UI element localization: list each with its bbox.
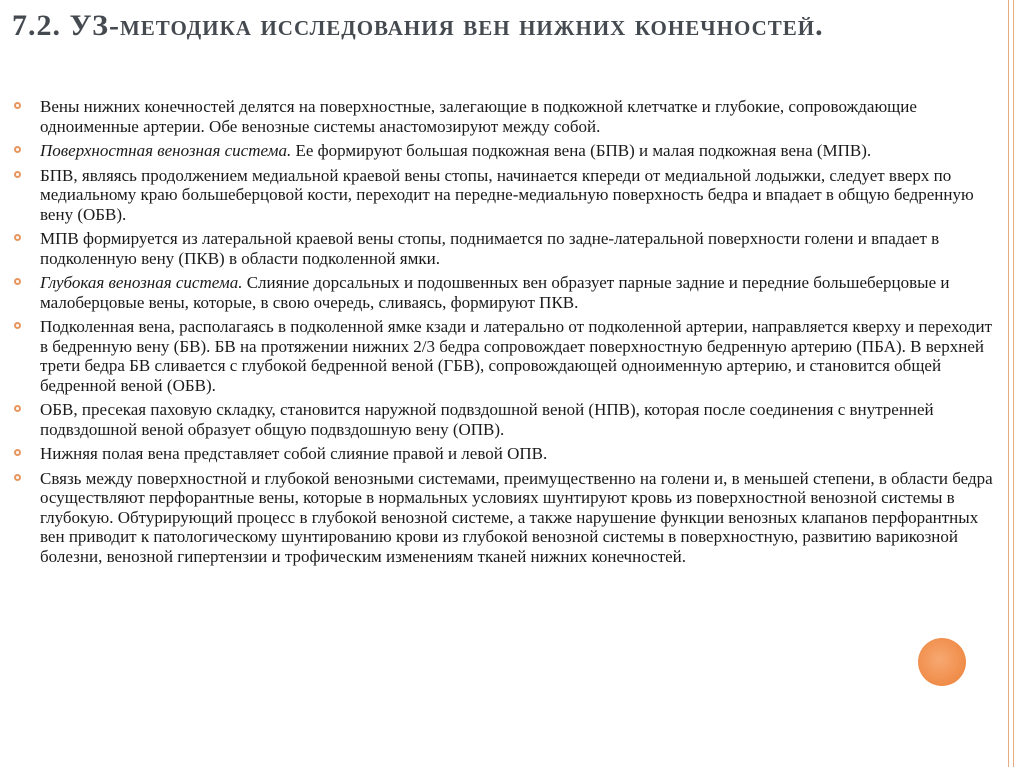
bullet-text: Подколенная вена, располагаясь в подколенной ямке кзади и латерально от подколенной артерии, направляется кверху и переходит в бедренную вену (БВ). БВ на протяжении нижних 2/3 бедра сопровождает поверхностную бедренную артерию (ПБА). В верхней трети бедра БВ сливается с глубокой бедренной веной (ГБВ), сопровождающей одноименную артерию, и становится общей бедренной веной (ОБВ). [40, 317, 993, 395]
bullet-text: Слияние дорсальных и подошвенных вен образует парные задние и передние большеберцовые и малоберцовые вены, которые, в свою очередь, сливаясь, формируют ПКВ. [40, 273, 950, 312]
bullet-text: ОБВ, пресекая паховую складку, становится наружной подвздошной веной (НПВ), которая после соединения с внутренней подвздошной веной образует общую подвздошную вену (ОПВ). [40, 400, 934, 439]
bullet-item [12, 400, 1004, 439]
bullet-item [12, 273, 1004, 312]
bullet-italic-lead: Поверхностная венозная система. [40, 141, 292, 160]
bullet-item [12, 444, 1004, 464]
bullet-circle-icon [14, 322, 21, 329]
bullet-circle-icon [14, 474, 21, 481]
bullet-item [12, 166, 1004, 225]
bullet-text: Вены нижних конечностей делятся на поверхностные, залегающие в подкожной клетчатке и глубокие, сопровождающие одноименные артерии. Обе венозные системы анастомозируют между собой. [40, 97, 917, 136]
bullet-text: МПВ формируется из латеральной краевой вены стопы, поднимается по задне-латеральной поверхности голени и впадает в подколенную вену (ПКВ) в области подколенной ямки. [40, 229, 940, 268]
bullet-item [12, 229, 1004, 268]
bullet-circle-icon [14, 449, 21, 456]
bullet-text: Нижняя полая вена представляет собой слияние правой и левой ОПВ. [40, 444, 548, 463]
bullet-item [12, 469, 1004, 567]
bullet-item [12, 97, 1004, 136]
bullet-circle-icon [14, 405, 21, 412]
bullet-text: Связь между поверхностной и глубокой венозными системами, преимущественно на голени и, в меньшей степени, в области бедра осуществляют перфорантные вены, которые в нормальных условиях шунтируют кровь из поверхностной венозной системы в глубокую. Обтурирующий процесс в глубокой венозной системе, а также нарушение функции венозных клапанов перфорантных вен приводит к патологическому шунтированию крови из глубокой венозной системы в поверхностную, развитию варикозной болезни, венозной гипертензии и трофическим изменениям тканей нижних конечностей. [40, 468, 993, 566]
slide-content [12, 97, 1004, 571]
bullet-circle-icon [14, 146, 21, 153]
bullet-circle-icon [14, 234, 21, 241]
decorative-orange-circle [918, 638, 966, 686]
bullet-text: Ее формируют большая подкожная вена (БПВ) и малая подкожная вена (МПВ). [291, 141, 872, 160]
bullet-text: БПВ, являясь продолжением медиальной краевой вены стопы, начинается кпереди от медиальной лодыжки, следует вверх по медиальному краю большеберцовой кости, переходит на передне-медиальную поверхность бедра и впадает в общую бедренную вену (ОБВ). [40, 165, 974, 224]
bullet-list [12, 97, 1004, 566]
bullet-item [12, 317, 1004, 395]
bullet-item [12, 141, 1004, 161]
bullet-circle-icon [14, 171, 21, 178]
decorative-vertical-rule [1008, 0, 1014, 767]
slide-title: 7.2. УЗ-методика исследования вен нижних конечностей. [12, 9, 824, 42]
bullet-italic-lead: Глубокая венозная система. [40, 273, 243, 292]
bullet-circle-icon [14, 102, 21, 109]
bullet-circle-icon [14, 278, 21, 285]
